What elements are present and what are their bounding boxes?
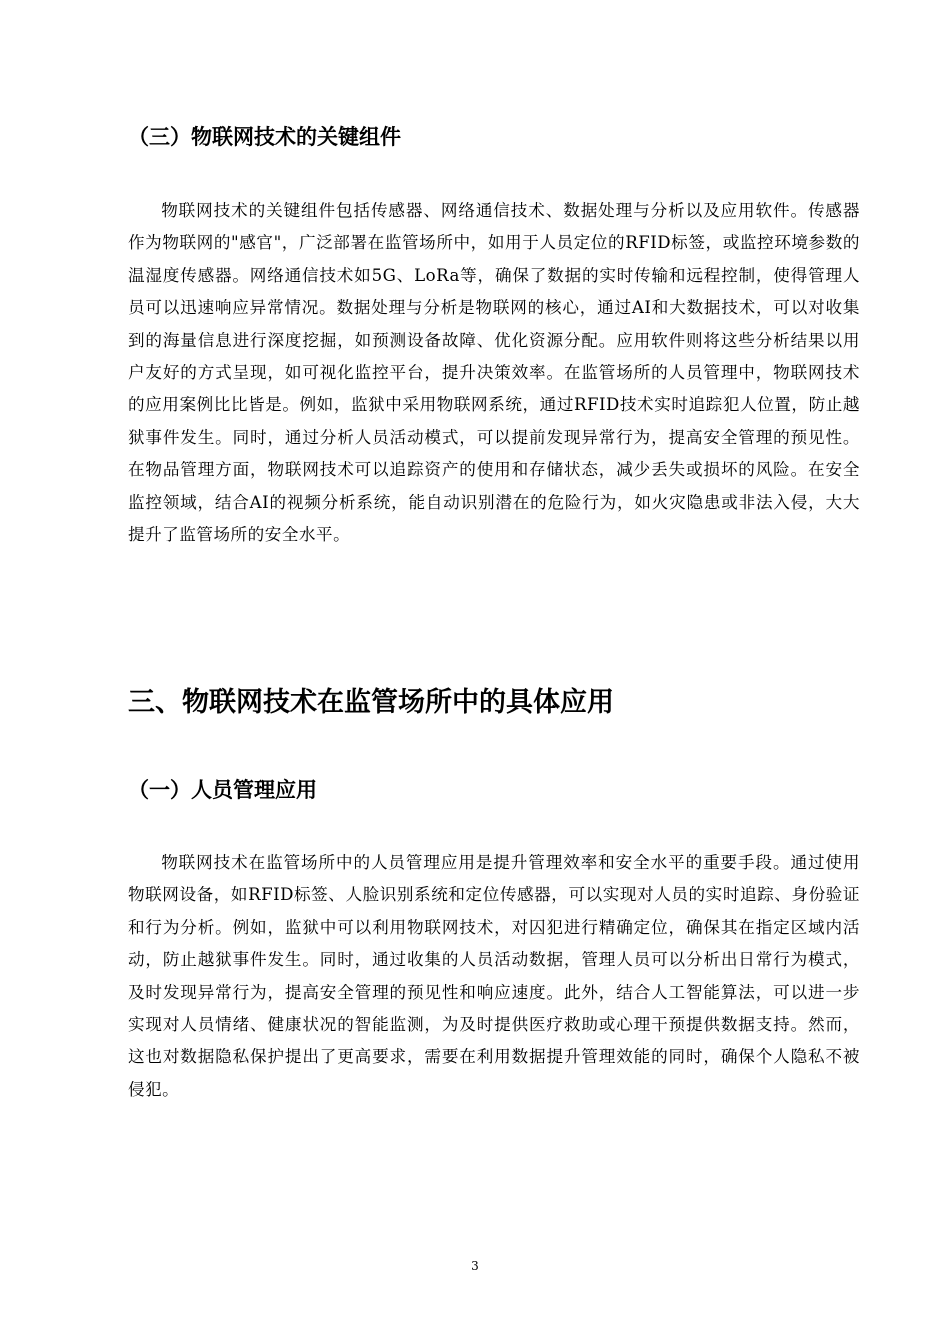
chapter-heading-applications: 三、物联网技术在监管场所中的具体应用 bbox=[128, 687, 614, 718]
paragraph-key-components: 物联网技术的关键组件包括传感器、网络通信技术、数据处理与分析以及应用软件。传感器作为物联网的"感官"，广泛部署在监管场所中，如用于人员定位的RFID标签，或监控环境参数的温湿度传感器。网络通信技术如5G、LoRa等，确保了数据的实时传输和远程控制，使得管理人员可以迅速响应异常情况。数据处理与分析是物联网的核心，通过AI和大数据技术，可以对收集到的海量信息进行深度挖掘，如预测设备故障、优化资源分配。应用软件则将这些分析结果以用户友好的方式呈现，如可视化监控平台，提升决策效率。在监管场所的人员管理中，物联网技术的应用案例比比皆是。例如，监狱中采用物联网系统，通过RFID技术实时追踪犯人位置，防止越狱事件发生。同时，通过分析人员活动模式，可以提前发现异常行为，提高安全管理的预见性。在物品管理方面，物联网技术可以追踪资产的使用和存储状态，减少丢失或损坏的风险。在安全监控领域，结合AI的视频分析系统，能自动识别潜在的危险行为，如火灾隐患或非法入侵，大大提升了监管场所的安全水平。 bbox=[128, 201, 860, 545]
page-number: 3 bbox=[471, 1259, 479, 1273]
paragraph-personnel-management: 物联网技术在监管场所中的人员管理应用是提升管理效率和安全水平的重要手段。通过使用物联网设备，如RFID标签、人脸识别系统和定位传感器，可以实现对人员的实时追踪、身份验证和行为分析。例如，监狱中可以利用物联网技术，对囚犯进行精确定位，确保其在指定区域内活动，防止越狱事件发生。同时，通过收集的人员活动数据，管理人员可以分析出日常行为模式，及时发现异常行为，提高安全管理的预见性和响应速度。此外，结合人工智能算法，可以进一步实现对人员情绪、健康状况的智能监测，为及时提供医疗救助或心理干预提供数据支持。然而，这也对数据隐私保护提出了更高要求，需要在利用数据提升管理效能的同时，确保个人隐私不被侵犯。 bbox=[128, 853, 860, 1099]
section-heading-key-components: （三）物联网技术的关键组件 bbox=[128, 125, 401, 149]
section-heading-personnel-management: （一）人员管理应用 bbox=[128, 778, 317, 802]
